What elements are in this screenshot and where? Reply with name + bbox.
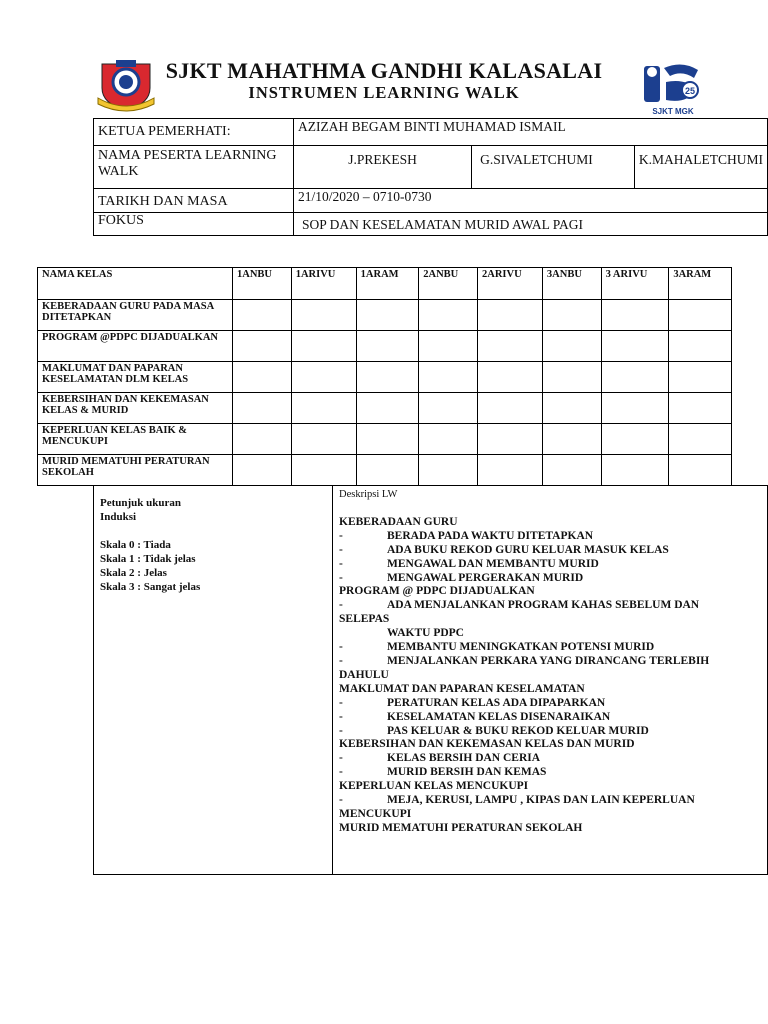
class-col-header: 1ANBU — [233, 268, 292, 300]
score-cell[interactable] — [477, 393, 542, 424]
score-cell[interactable] — [542, 362, 601, 393]
score-cell[interactable] — [669, 455, 732, 486]
score-cell[interactable] — [233, 362, 292, 393]
section-heading: MURID MEMATUHI PERATURAN SEKOLAH — [339, 821, 583, 834]
logo-caption: SJKT MGK — [652, 107, 694, 116]
score-cell[interactable] — [669, 300, 732, 331]
row-label: KEBERSIHAN DAN KEKEMASAN KELAS & MURID — [38, 393, 233, 424]
table-row — [38, 424, 732, 455]
section-heading: KEPERLUAN KELAS MENCUKUPI — [339, 780, 529, 793]
list-item: KESELAMATAN KELAS DISENARAIKAN — [387, 710, 611, 723]
score-cell[interactable] — [291, 331, 356, 362]
class-col-header: 2ARIVU — [477, 268, 542, 300]
table-row — [38, 455, 732, 486]
bullet-dash: - — [339, 571, 343, 584]
score-cell[interactable] — [419, 331, 478, 362]
section-heading: KEBERADAAN GURU — [339, 515, 458, 528]
bullet-dash: - — [339, 543, 343, 556]
list-item-cont: MENCUKUPI — [339, 807, 412, 820]
score-cell[interactable] — [233, 393, 292, 424]
row-label: KEBERADAAN GURU PADA MASA DITETAPKAN — [38, 300, 233, 331]
scale-item: Skala 2 : Jelas — [100, 567, 167, 579]
peserta-label: NAMA PESERTA LEARNING WALK — [94, 146, 294, 189]
list-item: ADA BUKU REKOD GURU KELUAR MASUK KELAS — [387, 543, 669, 556]
class-col-header: 2ANBU — [419, 268, 478, 300]
list-item-cont: DAHULU — [339, 668, 389, 681]
score-cell[interactable] — [542, 331, 601, 362]
score-cell[interactable] — [291, 455, 356, 486]
row-label: KEPERLUAN KELAS BAIK & MENCUKUPI — [38, 424, 233, 455]
score-cell[interactable] — [233, 455, 292, 486]
table-row — [38, 331, 732, 362]
score-cell[interactable] — [356, 362, 419, 393]
section-heading: MAKLUMAT DAN PAPARAN KESELAMATAN — [339, 682, 585, 695]
score-cell[interactable] — [419, 424, 478, 455]
class-col-header: 3 ARIVU — [601, 268, 669, 300]
kelas-table — [37, 267, 732, 486]
score-cell[interactable] — [477, 331, 542, 362]
score-cell[interactable] — [669, 424, 732, 455]
petunjuk-panel — [94, 486, 333, 875]
score-cell[interactable] — [419, 300, 478, 331]
deskripsi-table — [93, 485, 768, 875]
kelas-header-label: NAMA KELAS — [38, 268, 233, 300]
class-col-header: 1ARIVU — [291, 268, 356, 300]
score-cell[interactable] — [291, 300, 356, 331]
fokus-value: SOP DAN KESELAMATAN MURID AWAL PAGI — [294, 213, 768, 236]
list-item: BERADA PADA WAKTU DITETAPKAN — [387, 529, 594, 542]
bullet-dash: - — [339, 752, 343, 765]
row-label: MAKLUMAT DAN PAPARAN KESELAMATAN DLM KELAS — [38, 362, 233, 393]
list-item: PERATURAN KELAS ADA DIPAPARKAN — [387, 696, 606, 709]
bullet-dash: - — [339, 557, 343, 570]
score-cell[interactable] — [419, 362, 478, 393]
list-item: MENGAWAL PERGERAKAN MURID — [387, 571, 584, 584]
tarikh-value: 21/10/2020 – 0710-0730 — [294, 189, 768, 213]
bullet-dash: - — [339, 766, 343, 779]
section-heading: PROGRAM @ PDPC DIJADUALKAN — [339, 585, 535, 598]
score-cell[interactable] — [601, 393, 669, 424]
table-row — [38, 362, 732, 393]
score-cell[interactable] — [669, 331, 732, 362]
table-row — [38, 300, 732, 331]
bullet-dash: - — [339, 710, 343, 723]
score-cell[interactable] — [542, 424, 601, 455]
row-label: PROGRAM @PDPC DIJADUALKAN — [38, 331, 233, 362]
score-cell[interactable] — [601, 331, 669, 362]
deskripsi-panel — [333, 486, 768, 875]
list-item: MURID BERSIH DAN KEMAS — [387, 766, 547, 779]
class-col-header: 3ANBU — [542, 268, 601, 300]
score-cell[interactable] — [356, 393, 419, 424]
score-cell[interactable] — [601, 300, 669, 331]
bullet-dash: - — [339, 696, 343, 709]
score-cell[interactable] — [601, 455, 669, 486]
bullet-dash: - — [339, 724, 343, 737]
class-col-header: 3ARAM — [669, 268, 732, 300]
score-cell[interactable] — [233, 331, 292, 362]
list-item: KELAS BERSIH DAN CERIA — [387, 752, 541, 765]
score-cell[interactable] — [291, 362, 356, 393]
list-item-cont: SELEPAS — [339, 613, 390, 626]
peserta-3: K.MAHALETCHUMI — [634, 146, 767, 189]
score-cell[interactable] — [669, 362, 732, 393]
ketua-label: KETUA PEMERHATI: — [94, 119, 294, 146]
scale-item: Skala 0 : Tiada — [100, 539, 171, 551]
row-label: MURID MEMATUHI PERATURAN SEKOLAH — [38, 455, 233, 486]
class-col-header: 1ARAM — [356, 268, 419, 300]
list-item: MENJALANKAN PERKARA YANG DIRANCANG TERLEBIH — [387, 654, 710, 667]
score-cell[interactable] — [233, 424, 292, 455]
fokus-label: FOKUS — [94, 213, 294, 236]
bullet-dash: - — [339, 641, 343, 654]
page-title: SJKT MAHATHMA GANDHI KALASALAI — [165, 58, 603, 83]
list-item: MENGAWAL DAN MEMBANTU MURID — [387, 557, 599, 570]
score-cell[interactable] — [419, 455, 478, 486]
list-item: PAS KELUAR & BUKU REKOD KELUAR MURID — [387, 724, 649, 737]
scale-item: Skala 1 : Tidak jelas — [100, 553, 196, 565]
score-cell[interactable] — [356, 331, 419, 362]
score-cell[interactable] — [419, 393, 478, 424]
score-cell[interactable] — [601, 424, 669, 455]
section-heading: KEBERSIHAN DAN KEKEMASAN KELAS DAN MURID — [339, 738, 635, 751]
petunjuk-subtitle: Induksi — [100, 511, 137, 523]
petunjuk-title: Petunjuk ukuran — [100, 497, 182, 509]
score-cell[interactable] — [356, 455, 419, 486]
bullet-dash: - — [339, 599, 343, 612]
score-cell[interactable] — [542, 300, 601, 331]
score-cell[interactable] — [542, 393, 601, 424]
list-item: MEJA, KERUSI, LAMPU , KIPAS DAN LAIN KEPERLUAN — [387, 794, 695, 807]
score-cell[interactable] — [356, 300, 419, 331]
peserta-2: G.SIVALETCHUMI — [472, 146, 635, 189]
score-cell[interactable] — [233, 300, 292, 331]
scale-item: Skala 3 : Sangat jelas — [100, 581, 201, 593]
score-cell[interactable] — [542, 455, 601, 486]
deskripsi-title: Deskripsi LW — [339, 489, 398, 500]
logo-badge-text: 25 — [684, 86, 696, 96]
table-row — [38, 393, 732, 424]
kelas-header-row — [38, 268, 732, 300]
info-table — [93, 118, 768, 236]
bullet-dash: - — [339, 654, 343, 667]
ketua-value: AZIZAH BEGAM BINTI MUHAMAD ISMAIL — [294, 119, 768, 146]
score-cell[interactable] — [356, 424, 419, 455]
score-cell[interactable] — [669, 393, 732, 424]
list-item: ADA MENJALANKAN PROGRAM KAHAS SEBELUM DAN — [387, 599, 700, 612]
bullet-dash: - — [339, 529, 343, 542]
score-cell[interactable] — [477, 455, 542, 486]
score-cell[interactable] — [291, 393, 356, 424]
tarikh-label: TARIKH DAN MASA — [94, 189, 294, 213]
score-cell[interactable] — [477, 424, 542, 455]
list-item-cont: WAKTU PDPC — [387, 627, 464, 640]
score-cell[interactable] — [601, 362, 669, 393]
score-cell[interactable] — [477, 300, 542, 331]
score-cell[interactable] — [477, 362, 542, 393]
peserta-1: J.PREKESH — [294, 146, 472, 189]
page-subtitle: INSTRUMEN LEARNING WALK — [248, 83, 520, 102]
score-cell[interactable] — [291, 424, 356, 455]
list-item: MEMBANTU MENINGKATKAN POTENSI MURID — [387, 641, 655, 654]
bullet-dash: - — [339, 794, 343, 807]
